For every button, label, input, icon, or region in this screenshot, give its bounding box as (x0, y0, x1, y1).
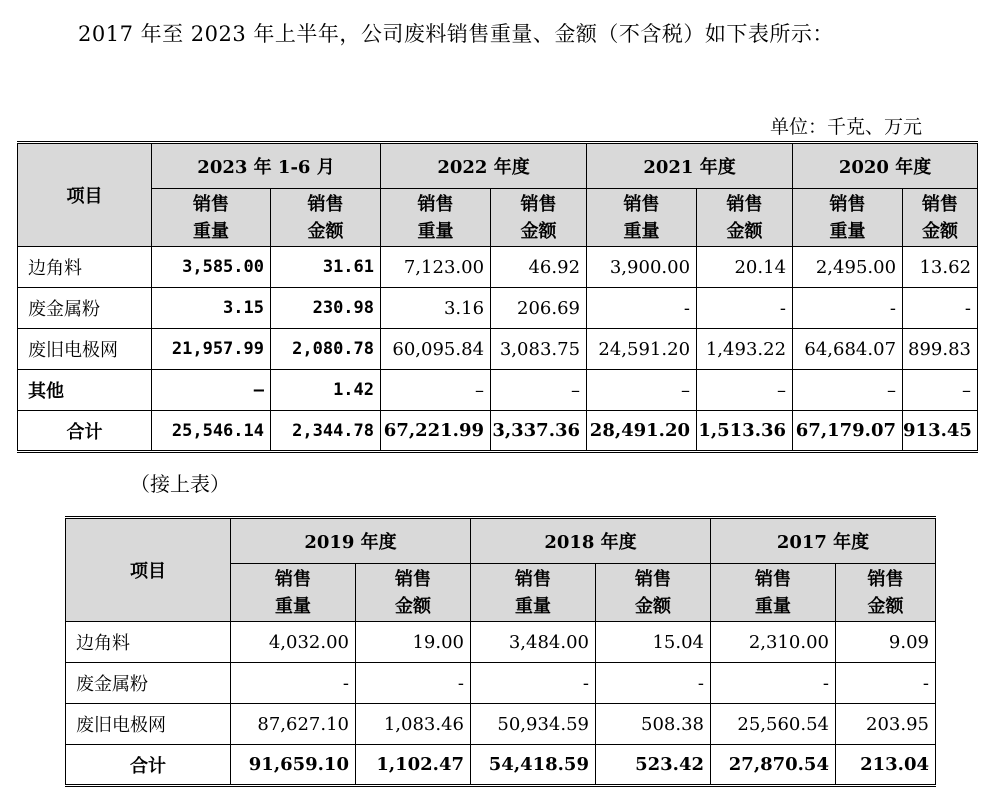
table-cell: - (793, 288, 903, 329)
table-cell: 21,957.99 (152, 329, 271, 370)
table-cell: 20.14 (697, 247, 793, 288)
sub-header: 销售 重量 (231, 564, 356, 622)
total-label: 合计 (18, 411, 152, 452)
table-cell: 87,627.10 (231, 704, 356, 745)
table-cell: 1.42 (271, 370, 381, 411)
table-cell: - (356, 663, 471, 704)
sub-header: 销售 重量 (471, 564, 596, 622)
period-header: 2021 年度 (587, 143, 793, 189)
table-cell: 9.09 (836, 622, 936, 663)
sub-header: 销售 金额 (596, 564, 711, 622)
table-cell: – (152, 370, 271, 411)
table-cell: 1,083.46 (356, 704, 471, 745)
table-row (18, 288, 978, 329)
table-cell: - (596, 663, 711, 704)
total-cell: 913.45 (903, 411, 978, 452)
table-cell: 60,095.84 (381, 329, 491, 370)
table-row (18, 247, 978, 288)
table-cell: 13.62 (903, 247, 978, 288)
unit-label: 单位：千克、万元 (769, 116, 922, 138)
period-header: 2018 年度 (471, 518, 711, 564)
sub-header: 销售 金额 (697, 189, 793, 247)
continuation-label: （接上表） (130, 472, 230, 496)
table-cell: 64,684.07 (793, 329, 903, 370)
sub-header: 销售 重量 (711, 564, 836, 622)
total-cell: 28,491.20 (587, 411, 697, 452)
row-label: 废金属粉 (66, 663, 231, 704)
table-cell: - (836, 663, 936, 704)
sub-header: 销售 金额 (271, 189, 381, 247)
table-row (66, 704, 936, 745)
table-row (18, 370, 978, 411)
table-cell: 46.92 (491, 247, 587, 288)
row-label: 边角料 (66, 622, 231, 663)
period-header: 2022 年度 (381, 143, 587, 189)
table-cell: - (711, 663, 836, 704)
table-cell: - (471, 663, 596, 704)
total-row (18, 411, 978, 452)
table-cell: 899.83 (903, 329, 978, 370)
table-cell: 206.69 (491, 288, 587, 329)
table-cell: - (587, 288, 697, 329)
table-cell: 3,083.75 (491, 329, 587, 370)
table-cell: 3.16 (381, 288, 491, 329)
period-header: 2020 年度 (793, 143, 978, 189)
table-row (18, 329, 978, 370)
sub-header: 销售 重量 (793, 189, 903, 247)
row-label: 废旧电极网 (66, 704, 231, 745)
total-cell: 3,337.36 (491, 411, 587, 452)
period-header: 2019 年度 (231, 518, 471, 564)
sub-header: 销售 金额 (836, 564, 936, 622)
total-cell: 91,659.10 (231, 745, 356, 786)
table-cell: - (697, 288, 793, 329)
table-cell: 24,591.20 (587, 329, 697, 370)
intro-paragraph: 2017 年至 2023 年上半年，公司废料销售重量、金额（不含税）如下表所示： (78, 22, 834, 46)
row-label: 废金属粉 (18, 288, 152, 329)
total-label: 合计 (66, 745, 231, 786)
total-cell: 25,546.14 (152, 411, 271, 452)
total-cell: 1,102.47 (356, 745, 471, 786)
total-cell: 1,513.36 (697, 411, 793, 452)
table-cell: 230.98 (271, 288, 381, 329)
sub-header: 销售 重量 (152, 189, 271, 247)
item-header: 项目 (66, 518, 231, 622)
table-cell: - (903, 288, 978, 329)
table-cell: 3,585.00 (152, 247, 271, 288)
table-cell: – (491, 370, 587, 411)
table-cell: 3,900.00 (587, 247, 697, 288)
table-cell: – (381, 370, 491, 411)
total-cell: 523.42 (596, 745, 711, 786)
sub-header: 销售 重量 (381, 189, 491, 247)
table-row (66, 663, 936, 704)
table-cell: 203.95 (836, 704, 936, 745)
period-header: 2017 年度 (711, 518, 936, 564)
table-cell: – (587, 370, 697, 411)
row-label: 废旧电极网 (18, 329, 152, 370)
table-cell: - (231, 663, 356, 704)
total-cell: 67,179.07 (793, 411, 903, 452)
table-cell: 15.04 (596, 622, 711, 663)
sub-header: 销售 重量 (587, 189, 697, 247)
total-row (66, 745, 936, 786)
sub-header: 销售 金额 (356, 564, 471, 622)
waste-sales-table-2020-2023 (17, 141, 978, 453)
table-cell: 1,493.22 (697, 329, 793, 370)
table-cell: 2,495.00 (793, 247, 903, 288)
table-cell: – (793, 370, 903, 411)
total-cell: 54,418.59 (471, 745, 596, 786)
table-cell: – (697, 370, 793, 411)
row-label: 边角料 (18, 247, 152, 288)
total-cell: 213.04 (836, 745, 936, 786)
sub-header: 销售 金额 (903, 189, 978, 247)
table-cell: 25,560.54 (711, 704, 836, 745)
table-cell: 3,484.00 (471, 622, 596, 663)
period-header: 2023 年 1-6 月 (152, 143, 381, 189)
table-cell: 4,032.00 (231, 622, 356, 663)
table-cell: 508.38 (596, 704, 711, 745)
row-label: 其他 (18, 370, 152, 411)
table-cell: 3.15 (152, 288, 271, 329)
table-cell: – (903, 370, 978, 411)
item-header: 项目 (18, 143, 152, 247)
table-cell: 19.00 (356, 622, 471, 663)
table-row (66, 622, 936, 663)
sub-header: 销售 金额 (491, 189, 587, 247)
table-cell: 2,080.78 (271, 329, 381, 370)
total-cell: 67,221.99 (381, 411, 491, 452)
table-cell: 7,123.00 (381, 247, 491, 288)
table-cell: 2,310.00 (711, 622, 836, 663)
waste-sales-table-2017-2019 (65, 516, 936, 787)
total-cell: 2,344.78 (271, 411, 381, 452)
total-cell: 27,870.54 (711, 745, 836, 786)
table-cell: 50,934.59 (471, 704, 596, 745)
table-cell: 31.61 (271, 247, 381, 288)
